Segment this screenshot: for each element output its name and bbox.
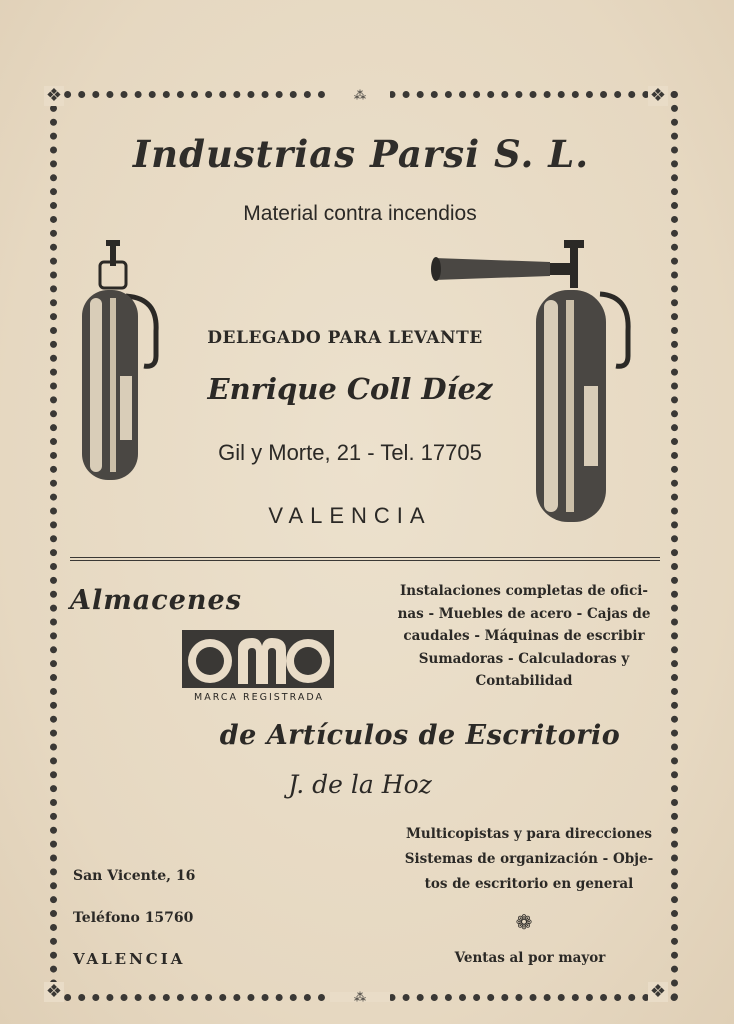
- fire-extinguisher-icon: [72, 236, 164, 486]
- company-title: Industrias Parsi S. L.: [132, 132, 590, 176]
- store-subtitle: de Artículos de Escritorio: [219, 720, 621, 751]
- delegate-city: VALENCIA: [268, 503, 432, 528]
- services-line: caudales - Máquinas de escribir: [403, 628, 645, 644]
- services-list-bottom: [398, 822, 660, 897]
- corner-ornament-icon: ❖: [45, 85, 63, 106]
- corner-ornament-icon: ❖: [45, 981, 63, 1002]
- services-line: Sumadoras - Calculadoras y: [418, 650, 630, 667]
- store-title: Almacenes: [70, 585, 242, 616]
- logo-caption: MARCA REGISTRADA: [194, 692, 324, 703]
- store-city: VALENCIA: [73, 950, 186, 968]
- store-street: San Vicente, 16: [73, 868, 196, 884]
- omo-logo: [182, 630, 334, 688]
- frame-ornament-icon: ⁂: [330, 90, 390, 100]
- wholesale-note: Ventas al por mayor: [454, 950, 606, 966]
- services-line: Instalaciones completas de ofici-: [399, 583, 649, 599]
- section-divider: [70, 557, 660, 561]
- store-phone: Teléfono 15760: [73, 910, 194, 926]
- delegate-name: Enrique Coll Díez: [207, 372, 493, 406]
- company-tagline: Material contra incendios: [243, 202, 477, 225]
- services-line: Contabilidad: [475, 673, 573, 689]
- delegate-address: Gil y Morte, 21 - Tel. 17705: [218, 440, 482, 465]
- store-owner: J. de la Hoz: [288, 770, 432, 799]
- floral-ornament-icon: ❁: [515, 910, 533, 934]
- services-line: Multicopistas y para direcciones: [405, 826, 653, 842]
- delegate-heading: DELEGADO PARA LEVANTE: [207, 328, 483, 348]
- services-line: nas - Muebles de acero - Cajas de: [397, 605, 651, 622]
- services-line: Sistemas de organización - Obje-: [404, 851, 654, 867]
- services-list-top: [396, 580, 652, 693]
- services-line: tos de escritorio en general: [424, 876, 634, 892]
- corner-ornament-icon: ❖: [649, 85, 667, 106]
- corner-ornament-icon: ❖: [649, 981, 667, 1002]
- frame-ornament-icon: ⁂: [330, 992, 390, 1002]
